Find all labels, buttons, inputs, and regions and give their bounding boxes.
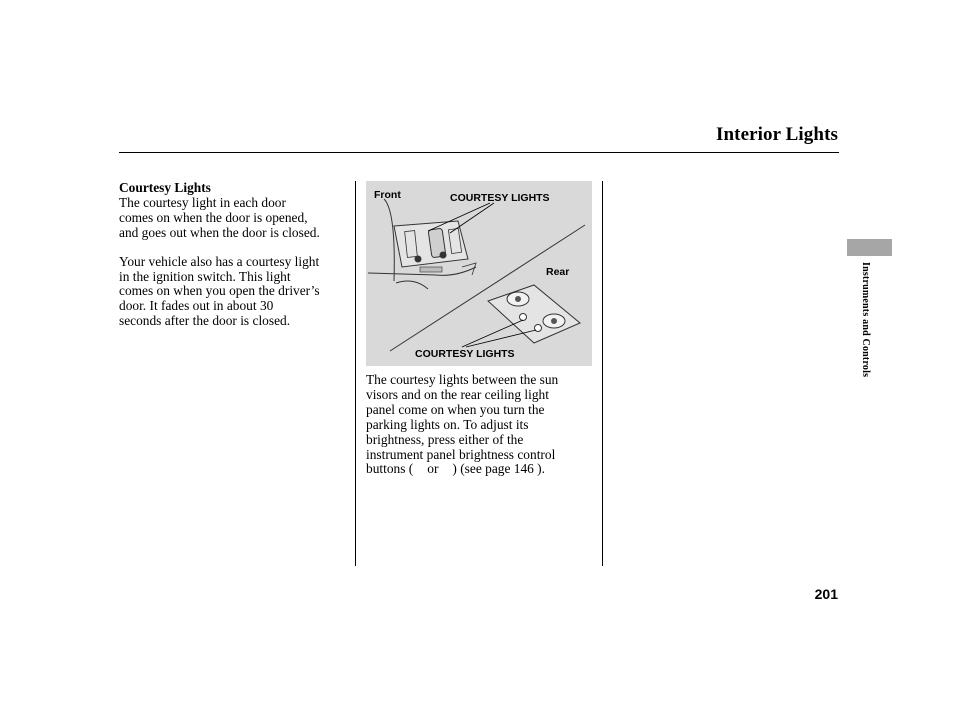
text-line: comes on when the door is opened, (119, 209, 308, 225)
text-line-end: ) (see page 146 ). (452, 461, 545, 477)
courtesy-lights-illustration (366, 181, 592, 366)
text-line: Your vehicle also has a courtesy light (119, 253, 320, 269)
page-number: 201 (814, 586, 838, 602)
text-line: seconds after the door is closed. (119, 313, 291, 329)
title-rule (119, 152, 839, 153)
mid-column (366, 373, 598, 477)
label-rear: Rear (546, 266, 570, 278)
text-line: comes on when you open the driver’s (119, 283, 320, 299)
section-heading: Courtesy Lights (119, 180, 211, 195)
text-line: door. It fades out in about 30 (119, 298, 274, 314)
text-line: visors and on the rear ceiling light (366, 386, 549, 402)
text-line: brightness, press either of the (366, 431, 524, 447)
paragraph-ignition-light (119, 255, 351, 330)
page-title: Interior Lights (715, 124, 838, 145)
label-front: Front (374, 189, 401, 201)
front-courtesy-light-right (440, 252, 447, 259)
rear-courtesy-light-left (520, 314, 527, 321)
callout-line (466, 330, 536, 347)
text-line: parking lights on. To adjust its (366, 416, 529, 432)
front-console (394, 221, 476, 275)
column-divider-right (602, 181, 603, 566)
label-courtesy-lights-bottom: COURTESY LIGHTS (415, 348, 515, 360)
paragraph-door-lights (119, 196, 351, 241)
front-courtesy-light-left (415, 256, 422, 263)
text-line: in the ignition switch. This light (119, 268, 291, 284)
text-line: The courtesy lights between the sun (366, 372, 559, 387)
rear-console (488, 285, 580, 343)
column-divider-left (355, 181, 356, 566)
section-tab-label: Instruments and Controls (860, 262, 871, 378)
text-line: The courtesy light in each door (119, 194, 286, 210)
section-tab-marker (847, 239, 892, 256)
paragraph-sun-visor-lights (366, 373, 598, 477)
callout-line (462, 320, 523, 347)
text-line-or: or (427, 461, 439, 477)
left-column (119, 181, 351, 329)
text-line: instrument panel brightness control (366, 446, 556, 462)
text-line: and goes out when the door is closed. (119, 224, 320, 240)
label-courtesy-lights-top: COURTESY LIGHTS (450, 192, 550, 204)
windshield-edge (384, 199, 394, 281)
text-line-start: buttons ( (366, 461, 414, 477)
text-line: panel come on when you turn the (366, 401, 545, 417)
